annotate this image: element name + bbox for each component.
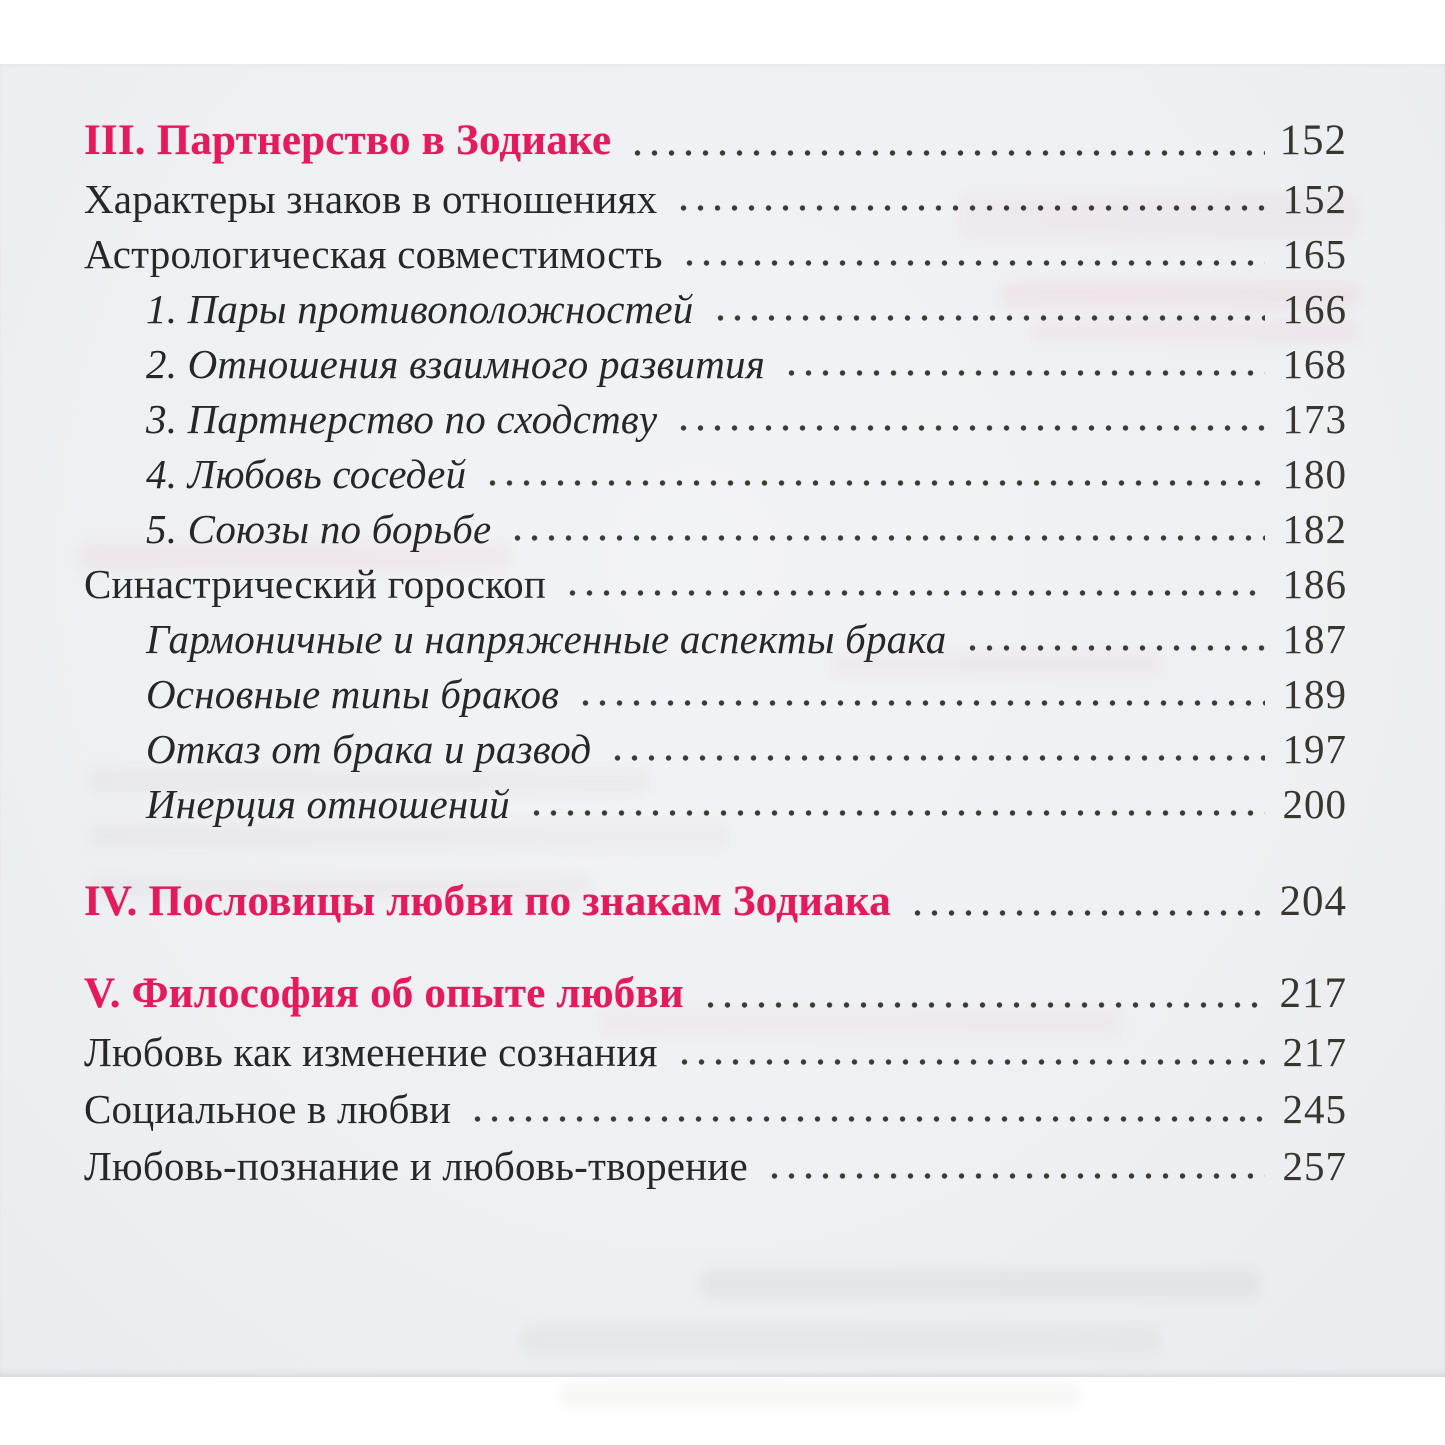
toc-entry — [84, 667, 1347, 722]
dot-leader — [560, 557, 1265, 612]
toc-entry-title: Социальное в любви — [84, 1086, 452, 1132]
book-page — [0, 64, 1445, 1377]
page-showthrough — [560, 1382, 1080, 1408]
toc-entry-title: Любовь-познание и любовь-творение — [84, 1143, 748, 1189]
toc-entry-title: 4. Любовь соседей — [146, 451, 467, 497]
toc-entry — [84, 777, 1347, 832]
toc-entry-page: 200 — [1282, 781, 1347, 827]
toc-entry-title: Астрологическая совместимость — [84, 231, 663, 277]
toc-entry-page: 168 — [1282, 341, 1347, 387]
toc-entry-page: 186 — [1282, 561, 1347, 607]
toc-entry-title: Отказ от брака и развод — [146, 726, 592, 772]
toc-entry-title: 1. Пары противоположностей — [146, 286, 694, 332]
toc-section-heading — [84, 110, 1347, 172]
toc-entry-page: 204 — [1279, 878, 1347, 925]
toc-entry — [84, 557, 1347, 612]
dot-leader — [677, 227, 1265, 282]
dot-leader — [905, 872, 1265, 932]
toc-entry-title: 3. Партнерство по сходству — [146, 396, 658, 442]
toc-entry-page: 197 — [1282, 726, 1347, 772]
dot-leader — [573, 667, 1265, 722]
toc-entry — [84, 282, 1347, 337]
toc-entry-page: 180 — [1282, 451, 1347, 497]
toc-entry — [84, 1138, 1347, 1195]
dot-leader — [524, 777, 1265, 832]
toc-entry-title: 5. Союзы по борьбе — [146, 506, 492, 552]
toc-entry-title: Основные типы браков — [146, 671, 560, 717]
toc-entry — [84, 337, 1347, 392]
toc-entry-page: 152 — [1282, 176, 1347, 222]
toc-entry — [84, 502, 1347, 557]
toc-entry-page: 173 — [1282, 396, 1347, 442]
toc-entry-title: Любовь как изменение сознания — [84, 1029, 658, 1075]
toc-entry-page: 187 — [1282, 616, 1347, 662]
toc-entry-page: 217 — [1282, 1029, 1347, 1075]
toc-entry-page: 152 — [1279, 117, 1347, 164]
toc-entry-title: III. Партнерство в Зодиаке — [84, 117, 612, 164]
toc-entry — [84, 172, 1347, 227]
toc-entry — [84, 447, 1347, 502]
toc-entry — [84, 722, 1347, 777]
dot-leader — [505, 502, 1265, 557]
toc-entry — [84, 1081, 1347, 1138]
dot-leader — [465, 1081, 1265, 1138]
toc-entry-page: 166 — [1282, 286, 1347, 332]
toc-entry-title: Инерция отношений — [146, 781, 510, 827]
toc-entry-page: 257 — [1282, 1143, 1347, 1189]
toc-entry-title: 2. Отношения взаимного развития — [146, 341, 766, 387]
toc-entry-page: 245 — [1282, 1086, 1347, 1132]
toc-entry-title: V. Философия об опыте любви — [84, 970, 684, 1017]
toc-entry-page: 165 — [1282, 231, 1347, 277]
dot-leader — [698, 964, 1265, 1024]
dot-leader — [480, 447, 1265, 502]
toc-entry-title: Характеры знаков в отношениях — [84, 176, 658, 222]
toc-entry — [84, 392, 1347, 447]
dot-leader — [779, 337, 1265, 392]
table-of-contents — [0, 64, 1445, 1377]
toc-section-heading — [84, 872, 1347, 932]
toc-entry-page: 189 — [1282, 671, 1347, 717]
toc-entry-page: 182 — [1282, 506, 1347, 552]
toc-entry-page: 217 — [1279, 970, 1347, 1017]
toc-entry — [84, 612, 1347, 667]
toc-entry-title: Синастрический гороскоп — [84, 561, 546, 607]
toc-entry — [84, 1024, 1347, 1081]
toc-entry-title: Гармоничные и напряженные аспекты брака — [146, 616, 947, 662]
dot-leader — [762, 1138, 1265, 1195]
dot-leader — [671, 392, 1265, 447]
dot-leader — [708, 282, 1265, 337]
dot-leader — [672, 1024, 1265, 1081]
toc-entry-title: IV. Пословицы любви по знакам Зодиака — [84, 878, 891, 925]
dot-leader — [625, 110, 1265, 172]
dot-leader — [605, 722, 1265, 777]
toc-section-heading — [84, 964, 1347, 1024]
dot-leader — [671, 172, 1265, 227]
dot-leader — [960, 612, 1265, 667]
toc-entry — [84, 227, 1347, 282]
